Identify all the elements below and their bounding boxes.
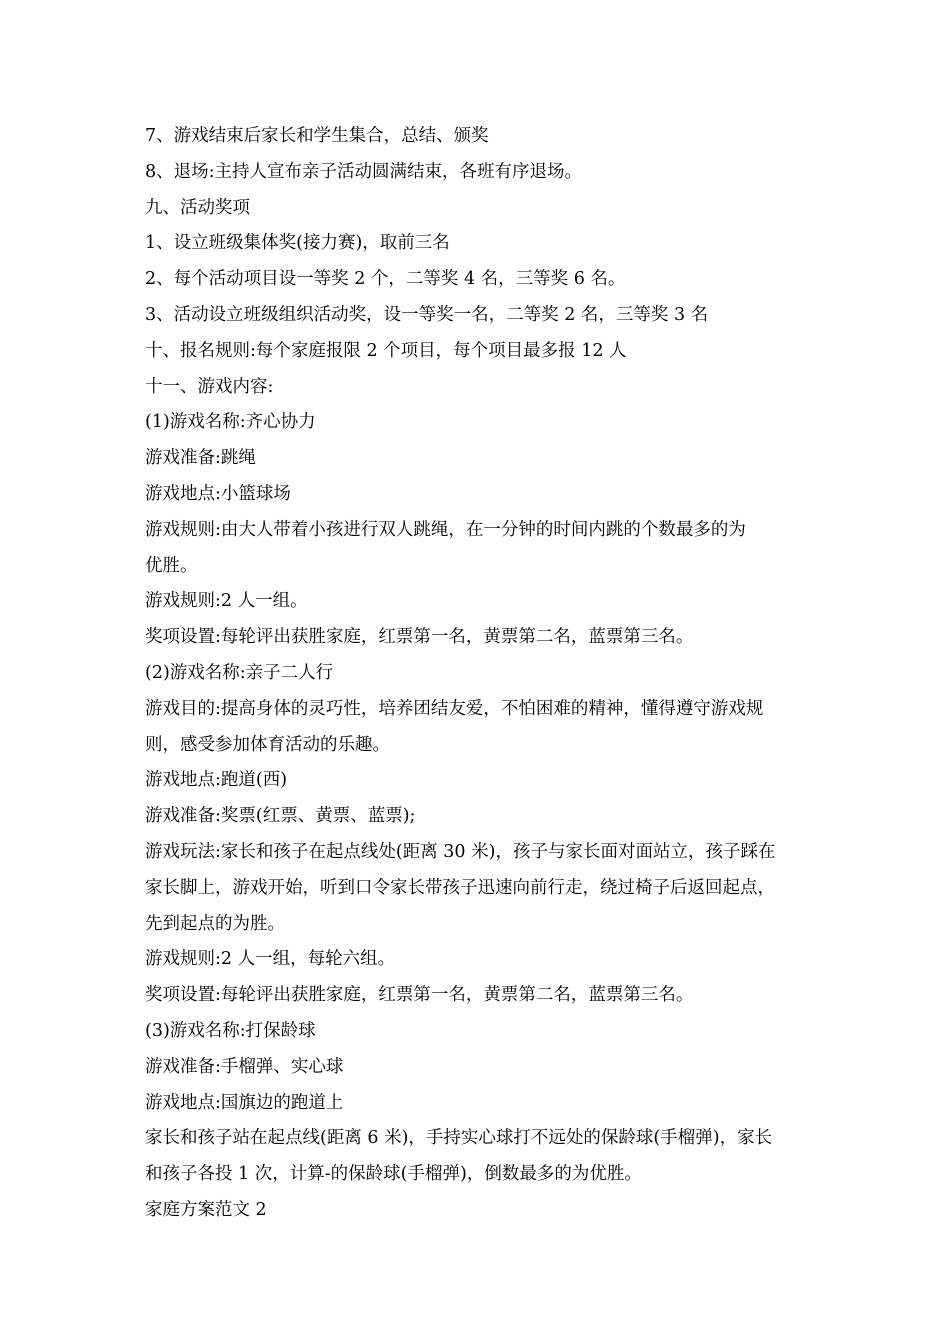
text-line: 3、活动设立班级组织活动奖，设一等奖一名，二等奖 2 名，三等奖 3 名 (145, 304, 709, 325)
text-line: 游戏玩法:家长和孩子在起点线处(距离 30 米)，孩子与家长面对面站立，孩子踩在 (145, 841, 776, 862)
game-title: (1)游戏名称:齐心协力 (145, 412, 316, 433)
text-line: 游戏地点:小篮球场 (145, 483, 291, 504)
text-line: 和孩子各投 1 次，计算-的保龄球(手榴弹)，倒数最多的为优胜。 (145, 1164, 642, 1185)
text-line: 奖项设置:每轮评出获胜家庭，红票第一名，黄票第二名，蓝票第三名。 (145, 627, 694, 648)
text-line: 1、设立班级集体奖(接力赛)，取前三名 (145, 233, 450, 254)
text-line: 7、游戏结束后家长和学生集合，总结、颁奖 (145, 126, 489, 146)
game-title: (2)游戏名称:亲子二人行 (145, 662, 334, 683)
text-line: 游戏准备:手榴弹、实心球 (145, 1056, 344, 1077)
text-line: 游戏地点:国旗边的跑道上 (145, 1092, 344, 1113)
text-line: 8、退场:主持人宣布亲子活动圆满结束，各班有序退场。 (145, 161, 583, 182)
section-heading: 十一、游戏内容: (145, 376, 274, 397)
text-line: 2、每个活动项目设一等奖 2 个，二等奖 4 名，三等奖 6 名。 (145, 269, 626, 290)
text-line: 游戏规则:2 人一组。 (145, 591, 308, 612)
document-body (145, 119, 811, 1229)
text-line: 家长和孩子站在起点线(距离 6 米)，手持实心球打不远处的保龄球(手榴弹)，家长 (145, 1128, 773, 1149)
text-line: 游戏地点:跑道(西) (145, 770, 288, 791)
text-line: 优胜。 (145, 555, 198, 576)
text-line: 先到起点的为胜。 (145, 913, 285, 934)
section-heading: 十、报名规则:每个家庭报限 2 个项目，每个项目最多报 12 人 (145, 340, 627, 361)
text-line: 则，感受参加体育活动的乐趣。 (145, 734, 390, 755)
text-line: 游戏准备:跳绳 (145, 448, 256, 469)
text-line: 家长脚上，游戏开始，听到口令家长带孩子迅速向前行走，绕过椅子后返回起点， (145, 877, 775, 898)
game-title: (3)游戏名称:打保龄球 (145, 1020, 316, 1041)
text-line: 游戏目的:提高身体的灵巧性，培养团结友爱，不怕困难的精神，懂得遵守游戏规 (145, 698, 764, 719)
text-line: 游戏规则:由大人带着小孩进行双人跳绳，在一分钟的时间内跳的个数最多的为 (145, 519, 746, 540)
text-line: 游戏准备:奖票(红票、黄票、蓝票); (145, 806, 416, 827)
section-heading: 九、活动奖项 (145, 197, 250, 218)
text-line: 奖项设置:每轮评出获胜家庭，红票第一名，黄票第二名，蓝票第三名。 (145, 985, 694, 1006)
section-heading: 家庭方案范文 2 (145, 1199, 267, 1220)
text-line: 游戏规则:2 人一组，每轮六组。 (145, 949, 396, 970)
